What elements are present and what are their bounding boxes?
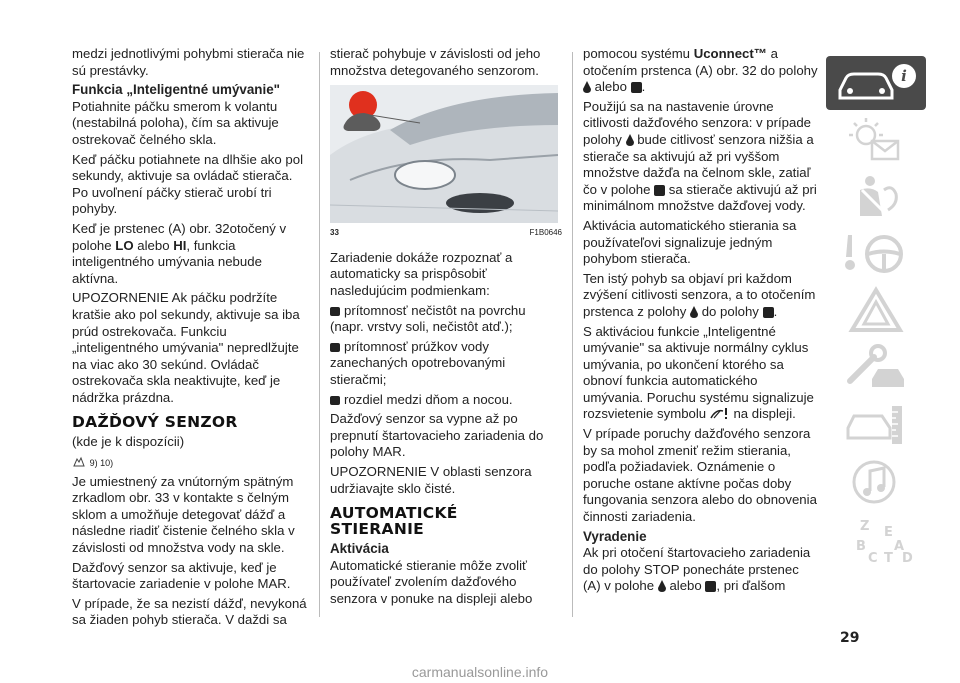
svg-text:A: A xyxy=(894,539,905,554)
brand-name: Uconnect™ xyxy=(693,46,767,61)
bullet-icon xyxy=(330,343,340,352)
music-note-icon xyxy=(826,455,926,509)
hand-warning-icon xyxy=(72,456,86,468)
paragraph: Aktivácia automatického stierania sa používateľovi signalizuje jedným pohybom stierača. xyxy=(583,217,797,267)
tab-safety[interactable] xyxy=(826,170,926,224)
bullet-icon xyxy=(330,307,340,316)
paragraph: pomocou systému Uconnect™ a otočením prstenca (A) obr. 32 do polohy alebo . xyxy=(583,46,818,95)
paragraph: Ten istý pohyb sa objaví pri každom zvýšení citlivosti senzora, a to otočením prstenca z polohy do polohy . xyxy=(583,270,816,319)
tab-maintenance[interactable] xyxy=(826,341,926,395)
drop-small-icon xyxy=(583,81,591,93)
paragraph: Automatické stieranie môže zvoliť používateľ zvolením dažďového senzora v ponuke na displeji alebo xyxy=(330,557,533,606)
section-heading-auto-wipe: AUTOMATICKÉ STIERANIE xyxy=(330,504,458,539)
paragraph: Potiahnite páčku smerom k volantu (nestabilná poloha), čím sa aktivuje ostrekovač čelného skla. xyxy=(72,98,279,147)
drop-large-icon xyxy=(763,306,774,318)
list-item: prítomnosť prúžkov vody zanechaných opotrebovanými stieračmi; xyxy=(330,338,506,387)
section-heading-rain-sensor: DAŽĎOVÝ SENZOR xyxy=(72,413,238,432)
lo-position: LO xyxy=(115,237,134,253)
svg-text:Z: Z xyxy=(860,519,870,534)
paragraph: Použijú sa na nastavenie úrovne citlivosti dažďového senzora: v prípade polohy bude citlivosť senzora nižšia a stierače sa aktivujú až pri vyššom množstve dažďa na čelnom skle, zatiaľ čo v polohe sa stierače aktivujú až pri minimálnom množstve dažďovej vody. xyxy=(583,98,817,214)
paragraph: UPOZORNENIE V oblasti senzora udržiavajte sklo čisté. xyxy=(330,463,532,496)
tab-emergency[interactable] xyxy=(826,284,926,338)
drop-large-icon xyxy=(705,580,716,592)
tab-multimedia[interactable] xyxy=(826,455,926,509)
paragraph: Je umiestnený za vnútorným spätným zrkadlom obr. 33 v kontakte s čelným sklom a umožňuje detegovať dážď a následne riadiť čistenie čelného skla v závislosti od množstva vody na skle. xyxy=(72,473,295,556)
figure-number: 33 xyxy=(330,228,339,238)
wiper-failure-icon xyxy=(710,407,730,420)
car-front-illustration xyxy=(330,85,558,223)
paragraph: Ak pri otočení štartovacieho zariadenia do polohy STOP ponecháte prstenec (A) v polohe alebo , pri ďalšom xyxy=(583,545,811,594)
drop-large-icon xyxy=(654,184,665,196)
column-divider xyxy=(319,52,320,617)
figure-caption xyxy=(330,225,562,242)
svg-text:T: T xyxy=(884,551,893,566)
seatbelt-safety-icon xyxy=(826,170,926,224)
subheading-deactivation: Vyradenie xyxy=(583,528,647,544)
figure-code: F1B0646 xyxy=(529,228,562,238)
list-item: prítomnosť nečistôt na povrchu (napr. vrstvy soli, nečistôt atď.); xyxy=(330,302,526,335)
svg-text:C: C xyxy=(868,551,878,566)
drop-small-icon xyxy=(658,580,666,592)
subheading-activation: Aktivácia xyxy=(330,541,389,557)
column-divider xyxy=(572,52,573,617)
paragraph: Dažďový senzor sa vypne až po prepnutí štartovacieho zariadenia do polohy MAR. xyxy=(330,411,544,460)
tab-starting-driving[interactable] xyxy=(826,227,926,281)
tab-car-info[interactable] xyxy=(826,56,926,110)
paragraph: stierač pohybuje v závislosti od jeho množstva detegovaného senzorom. xyxy=(330,46,541,78)
column-2 xyxy=(330,46,562,610)
warning-triangle-icon xyxy=(826,284,926,338)
car-info-icon xyxy=(826,56,926,110)
tab-technical-data[interactable] xyxy=(826,398,926,452)
drop-small-icon xyxy=(626,134,634,146)
tab-warning-lights[interactable] xyxy=(826,113,926,167)
svg-text:i: i xyxy=(901,67,907,85)
rain-sensor-figure xyxy=(330,85,558,223)
tab-index[interactable] xyxy=(826,512,926,566)
chapter-tabs xyxy=(826,56,926,569)
paragraph: Keď je prstenec (A) obr. 32otočený v polohe LO alebo HI, funkcia inteligentného umývania nebude aktívna. xyxy=(72,220,287,286)
paragraph: S aktiváciou funkcie „Inteligentné umývanie" sa aktivuje normálny cyklus umývania, po ukončení ktorého sa obnoví funkcia automatického umývania. Poruchu systému signalizuje rozsvietenie symbolu na displeji. xyxy=(583,323,814,422)
svg-text:D: D xyxy=(902,551,913,566)
bullet-icon xyxy=(330,396,340,405)
drop-large-icon xyxy=(631,81,642,93)
column-1 xyxy=(72,46,310,632)
list-item: rozdiel medzi dňom a nocou. xyxy=(330,392,562,409)
paragraph: medzi jednotlivými pohybmi stierača nie sú prestávky. xyxy=(72,46,305,78)
page-number: 29 xyxy=(840,630,860,646)
wrench-car-icon xyxy=(826,341,926,395)
paragraph: Dažďový senzor sa aktivuje, keď je štartovacie zariadenie v polohe MAR. xyxy=(72,559,291,592)
section-heading-smart-wash: Funkcia „Inteligentné umývanie" xyxy=(72,82,280,98)
paragraph: V prípade, že sa nezistí dážď, nevykoná sa žiaden pohyb stierača. V daždi sa xyxy=(72,595,307,628)
alphabetical-index-icon xyxy=(826,512,926,566)
warning-references: 9) 10) xyxy=(72,454,310,472)
hi-position: HI xyxy=(173,237,187,253)
svg-text:B: B xyxy=(856,539,866,554)
paragraph: UPOZORNENIE Ak páčku podržíte kratšie ako pol sekundy, aktivuje sa iba prúd ostrekovača. Funkciu „inteligentného umývania" nepredlžujte na viac ako 30 sekúnd. Ovládač ostrekovača skla neaktivujte, keď je nádržka prázdna. xyxy=(72,290,300,405)
drop-small-icon xyxy=(690,306,698,318)
watermark: carmanualsonline.info xyxy=(411,664,549,680)
equipment-note: (kde je k dispozícii) xyxy=(72,434,185,450)
steering-wheel-icon xyxy=(826,227,926,281)
paragraph: Zariadenie dokáže rozpoznať a automaticky sa prispôsobiť nasledujúcim podmienkam: xyxy=(330,249,513,298)
svg-text:E: E xyxy=(884,525,893,540)
paragraph: Keď páčku potiahnete na dlhšie ako pol sekundy, aktivuje sa ovládač stierača. Po uvoľnení páčky stierač urobí tri pohyby. xyxy=(72,151,303,217)
car-specs-icon xyxy=(826,398,926,452)
warning-lights-icon xyxy=(826,113,926,167)
paragraph: V prípade poruchy dažďového senzora by sa mohol zmeniť režim stierania, podľa požiadaviek. Oznámenie o poruche ostane aktívne počas doby fungovania senzora alebo do obnovenia činnosti zariadenia. xyxy=(583,426,817,525)
column-3 xyxy=(583,46,819,598)
